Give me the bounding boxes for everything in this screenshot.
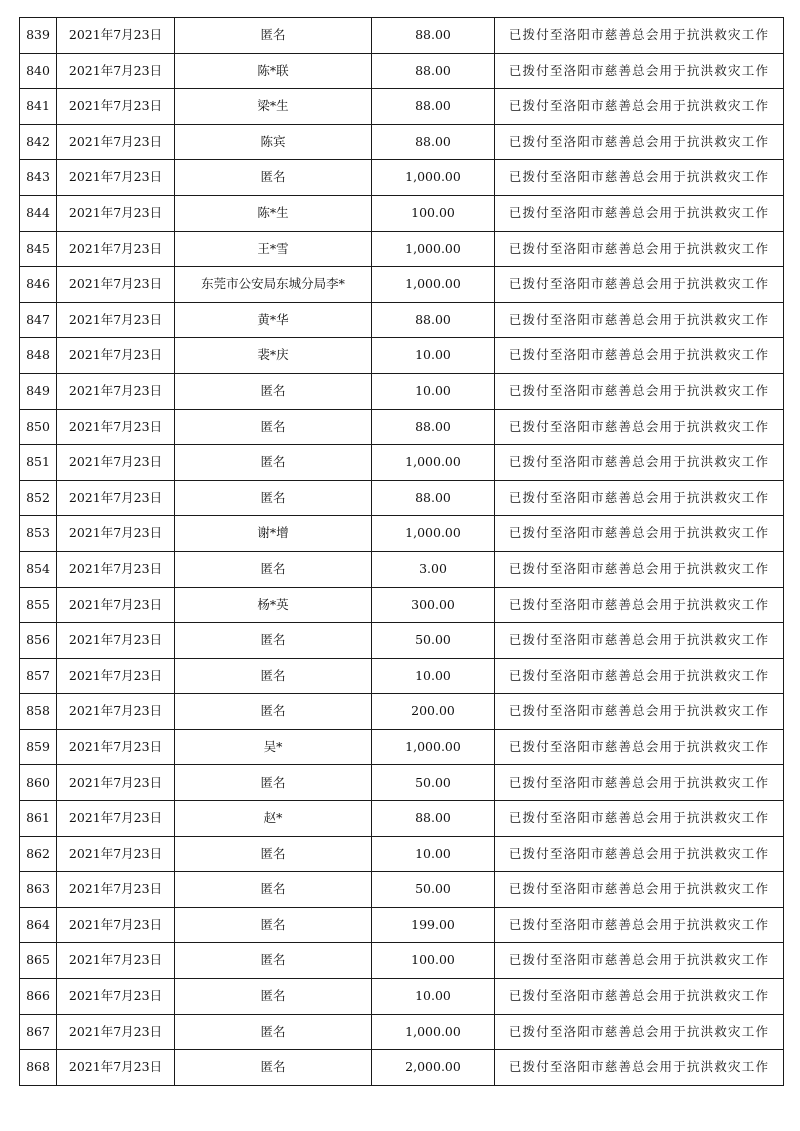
- donation-amount-cell: 199.00: [372, 907, 495, 943]
- donor-name-cell: 匿名: [175, 623, 372, 659]
- donation-amount-cell: 88.00: [372, 302, 495, 338]
- serial-number-cell: 865: [20, 943, 57, 979]
- serial-number-cell: 864: [20, 907, 57, 943]
- fund-usage-cell: 已拨付至洛阳市慈善总会用于抗洪救灾工作: [495, 801, 784, 837]
- donor-name-cell: 杨*英: [175, 587, 372, 623]
- donor-name-cell: 匿名: [175, 160, 372, 196]
- serial-number-cell: 852: [20, 480, 57, 516]
- donation-date-cell: 2021年7月23日: [57, 409, 175, 445]
- fund-usage-cell: 已拨付至洛阳市慈善总会用于抗洪救灾工作: [495, 53, 784, 89]
- table-row: [20, 480, 784, 516]
- donation-amount-cell: 10.00: [372, 373, 495, 409]
- fund-usage-cell: 已拨付至洛阳市慈善总会用于抗洪救灾工作: [495, 516, 784, 552]
- table-row: [20, 53, 784, 89]
- donation-date-cell: 2021年7月23日: [57, 729, 175, 765]
- table-row: [20, 765, 784, 801]
- donation-date-cell: 2021年7月23日: [57, 943, 175, 979]
- donor-name-cell: 陈*生: [175, 195, 372, 231]
- fund-usage-cell: 已拨付至洛阳市慈善总会用于抗洪救灾工作: [495, 551, 784, 587]
- fund-usage-cell: 已拨付至洛阳市慈善总会用于抗洪救灾工作: [495, 373, 784, 409]
- serial-number-cell: 848: [20, 338, 57, 374]
- donation-amount-cell: 1,000.00: [372, 231, 495, 267]
- serial-number-cell: 856: [20, 623, 57, 659]
- fund-usage-cell: 已拨付至洛阳市慈善总会用于抗洪救灾工作: [495, 267, 784, 303]
- fund-usage-cell: 已拨付至洛阳市慈善总会用于抗洪救灾工作: [495, 445, 784, 481]
- donor-name-cell: 陈*联: [175, 53, 372, 89]
- table-row: [20, 195, 784, 231]
- donor-name-cell: 王*雪: [175, 231, 372, 267]
- table-row: [20, 801, 784, 837]
- serial-number-cell: 846: [20, 267, 57, 303]
- serial-number-cell: 860: [20, 765, 57, 801]
- donation-amount-cell: 88.00: [372, 18, 495, 54]
- donor-name-cell: 黄*华: [175, 302, 372, 338]
- serial-number-cell: 839: [20, 18, 57, 54]
- table-row: [20, 160, 784, 196]
- donor-name-cell: 匿名: [175, 1014, 372, 1050]
- fund-usage-cell: 已拨付至洛阳市慈善总会用于抗洪救灾工作: [495, 160, 784, 196]
- donation-date-cell: 2021年7月23日: [57, 480, 175, 516]
- donation-date-cell: 2021年7月23日: [57, 231, 175, 267]
- fund-usage-cell: 已拨付至洛阳市慈善总会用于抗洪救灾工作: [495, 979, 784, 1015]
- donation-date-cell: 2021年7月23日: [57, 907, 175, 943]
- donor-name-cell: 陈宾: [175, 124, 372, 160]
- serial-number-cell: 845: [20, 231, 57, 267]
- donation-date-cell: 2021年7月23日: [57, 836, 175, 872]
- serial-number-cell: 863: [20, 872, 57, 908]
- donation-date-cell: 2021年7月23日: [57, 89, 175, 125]
- table-row: [20, 1050, 784, 1086]
- serial-number-cell: 858: [20, 694, 57, 730]
- table-row: [20, 18, 784, 54]
- donation-amount-cell: 300.00: [372, 587, 495, 623]
- table-row: [20, 409, 784, 445]
- donation-amount-cell: 88.00: [372, 89, 495, 125]
- table-row: [20, 551, 784, 587]
- fund-usage-cell: 已拨付至洛阳市慈善总会用于抗洪救灾工作: [495, 18, 784, 54]
- fund-usage-cell: 已拨付至洛阳市慈善总会用于抗洪救灾工作: [495, 658, 784, 694]
- donation-amount-cell: 88.00: [372, 409, 495, 445]
- table-row: [20, 267, 784, 303]
- donation-amount-cell: 88.00: [372, 801, 495, 837]
- donation-date-cell: 2021年7月23日: [57, 1014, 175, 1050]
- fund-usage-cell: 已拨付至洛阳市慈善总会用于抗洪救灾工作: [495, 338, 784, 374]
- donor-name-cell: 吴*: [175, 729, 372, 765]
- fund-usage-cell: 已拨付至洛阳市慈善总会用于抗洪救灾工作: [495, 587, 784, 623]
- donation-date-cell: 2021年7月23日: [57, 516, 175, 552]
- donor-name-cell: 匿名: [175, 480, 372, 516]
- serial-number-cell: 855: [20, 587, 57, 623]
- serial-number-cell: 850: [20, 409, 57, 445]
- donation-date-cell: 2021年7月23日: [57, 694, 175, 730]
- donation-date-cell: 2021年7月23日: [57, 267, 175, 303]
- table-row: [20, 373, 784, 409]
- donor-name-cell: 赵*: [175, 801, 372, 837]
- serial-number-cell: 854: [20, 551, 57, 587]
- donation-date-cell: 2021年7月23日: [57, 872, 175, 908]
- fund-usage-cell: 已拨付至洛阳市慈善总会用于抗洪救灾工作: [495, 836, 784, 872]
- fund-usage-cell: 已拨付至洛阳市慈善总会用于抗洪救灾工作: [495, 872, 784, 908]
- fund-usage-cell: 已拨付至洛阳市慈善总会用于抗洪救灾工作: [495, 943, 784, 979]
- serial-number-cell: 844: [20, 195, 57, 231]
- donor-name-cell: 裴*庆: [175, 338, 372, 374]
- donation-amount-cell: 50.00: [372, 872, 495, 908]
- table-row: [20, 694, 784, 730]
- donor-name-cell: 匿名: [175, 694, 372, 730]
- serial-number-cell: 851: [20, 445, 57, 481]
- table-row: [20, 587, 784, 623]
- donor-name-cell: 匿名: [175, 373, 372, 409]
- serial-number-cell: 867: [20, 1014, 57, 1050]
- fund-usage-cell: 已拨付至洛阳市慈善总会用于抗洪救灾工作: [495, 480, 784, 516]
- table-row: [20, 124, 784, 160]
- serial-number-cell: 861: [20, 801, 57, 837]
- fund-usage-cell: 已拨付至洛阳市慈善总会用于抗洪救灾工作: [495, 623, 784, 659]
- serial-number-cell: 853: [20, 516, 57, 552]
- fund-usage-cell: 已拨付至洛阳市慈善总会用于抗洪救灾工作: [495, 907, 784, 943]
- donor-name-cell: 东莞市公安局东城分局李*: [175, 267, 372, 303]
- donation-amount-cell: 200.00: [372, 694, 495, 730]
- table-row: [20, 89, 784, 125]
- table-row: [20, 231, 784, 267]
- donation-amount-cell: 1,000.00: [372, 445, 495, 481]
- donation-date-cell: 2021年7月23日: [57, 373, 175, 409]
- donation-amount-cell: 88.00: [372, 480, 495, 516]
- donation-amount-cell: 50.00: [372, 623, 495, 659]
- donation-amount-cell: 3.00: [372, 551, 495, 587]
- donation-amount-cell: 88.00: [372, 124, 495, 160]
- donation-amount-cell: 88.00: [372, 53, 495, 89]
- donor-name-cell: 匿名: [175, 836, 372, 872]
- donation-date-cell: 2021年7月23日: [57, 338, 175, 374]
- donation-amount-cell: 100.00: [372, 195, 495, 231]
- table-row: [20, 623, 784, 659]
- donation-date-cell: 2021年7月23日: [57, 765, 175, 801]
- donation-date-cell: 2021年7月23日: [57, 124, 175, 160]
- donation-date-cell: 2021年7月23日: [57, 979, 175, 1015]
- donation-date-cell: 2021年7月23日: [57, 587, 175, 623]
- donor-name-cell: 匿名: [175, 18, 372, 54]
- donor-name-cell: 匿名: [175, 551, 372, 587]
- donor-name-cell: 梁*生: [175, 89, 372, 125]
- donation-date-cell: 2021年7月23日: [57, 302, 175, 338]
- donation-amount-cell: 50.00: [372, 765, 495, 801]
- donation-amount-cell: 10.00: [372, 836, 495, 872]
- table-row: [20, 872, 784, 908]
- fund-usage-cell: 已拨付至洛阳市慈善总会用于抗洪救灾工作: [495, 124, 784, 160]
- fund-usage-cell: 已拨付至洛阳市慈善总会用于抗洪救灾工作: [495, 1014, 784, 1050]
- donation-amount-cell: 10.00: [372, 979, 495, 1015]
- table-row: [20, 836, 784, 872]
- fund-usage-cell: 已拨付至洛阳市慈善总会用于抗洪救灾工作: [495, 1050, 784, 1086]
- table-row: [20, 1014, 784, 1050]
- table-row: [20, 445, 784, 481]
- donation-date-cell: 2021年7月23日: [57, 551, 175, 587]
- serial-number-cell: 859: [20, 729, 57, 765]
- donation-table: [19, 17, 784, 1086]
- serial-number-cell: 862: [20, 836, 57, 872]
- donation-amount-cell: 2,000.00: [372, 1050, 495, 1086]
- table-row: [20, 943, 784, 979]
- donation-date-cell: 2021年7月23日: [57, 445, 175, 481]
- serial-number-cell: 843: [20, 160, 57, 196]
- serial-number-cell: 866: [20, 979, 57, 1015]
- fund-usage-cell: 已拨付至洛阳市慈善总会用于抗洪救灾工作: [495, 409, 784, 445]
- donation-date-cell: 2021年7月23日: [57, 53, 175, 89]
- serial-number-cell: 841: [20, 89, 57, 125]
- donation-date-cell: 2021年7月23日: [57, 623, 175, 659]
- table-row: [20, 658, 784, 694]
- fund-usage-cell: 已拨付至洛阳市慈善总会用于抗洪救灾工作: [495, 302, 784, 338]
- fund-usage-cell: 已拨付至洛阳市慈善总会用于抗洪救灾工作: [495, 89, 784, 125]
- table-row: [20, 516, 784, 552]
- donation-amount-cell: 1,000.00: [372, 729, 495, 765]
- donation-date-cell: 2021年7月23日: [57, 18, 175, 54]
- donor-name-cell: 谢*增: [175, 516, 372, 552]
- serial-number-cell: 857: [20, 658, 57, 694]
- donation-amount-cell: 1,000.00: [372, 516, 495, 552]
- donation-amount-cell: 1,000.00: [372, 160, 495, 196]
- donation-date-cell: 2021年7月23日: [57, 1050, 175, 1086]
- donor-name-cell: 匿名: [175, 409, 372, 445]
- table-row: [20, 338, 784, 374]
- donor-name-cell: 匿名: [175, 765, 372, 801]
- donor-name-cell: 匿名: [175, 1050, 372, 1086]
- serial-number-cell: 847: [20, 302, 57, 338]
- donor-name-cell: 匿名: [175, 979, 372, 1015]
- donation-amount-cell: 10.00: [372, 658, 495, 694]
- donation-amount-cell: 1,000.00: [372, 267, 495, 303]
- donor-name-cell: 匿名: [175, 658, 372, 694]
- fund-usage-cell: 已拨付至洛阳市慈善总会用于抗洪救灾工作: [495, 694, 784, 730]
- fund-usage-cell: 已拨付至洛阳市慈善总会用于抗洪救灾工作: [495, 195, 784, 231]
- donor-name-cell: 匿名: [175, 907, 372, 943]
- serial-number-cell: 840: [20, 53, 57, 89]
- fund-usage-cell: 已拨付至洛阳市慈善总会用于抗洪救灾工作: [495, 729, 784, 765]
- fund-usage-cell: 已拨付至洛阳市慈善总会用于抗洪救灾工作: [495, 765, 784, 801]
- fund-usage-cell: 已拨付至洛阳市慈善总会用于抗洪救灾工作: [495, 231, 784, 267]
- donation-date-cell: 2021年7月23日: [57, 160, 175, 196]
- donation-table-body: [20, 18, 784, 1086]
- table-row: [20, 302, 784, 338]
- donation-date-cell: 2021年7月23日: [57, 801, 175, 837]
- table-row: [20, 729, 784, 765]
- donation-date-cell: 2021年7月23日: [57, 658, 175, 694]
- serial-number-cell: 868: [20, 1050, 57, 1086]
- serial-number-cell: 849: [20, 373, 57, 409]
- table-row: [20, 979, 784, 1015]
- donation-amount-cell: 100.00: [372, 943, 495, 979]
- serial-number-cell: 842: [20, 124, 57, 160]
- donor-name-cell: 匿名: [175, 445, 372, 481]
- table-row: [20, 907, 784, 943]
- donor-name-cell: 匿名: [175, 943, 372, 979]
- donation-date-cell: 2021年7月23日: [57, 195, 175, 231]
- donor-name-cell: 匿名: [175, 872, 372, 908]
- donation-amount-cell: 1,000.00: [372, 1014, 495, 1050]
- donation-amount-cell: 10.00: [372, 338, 495, 374]
